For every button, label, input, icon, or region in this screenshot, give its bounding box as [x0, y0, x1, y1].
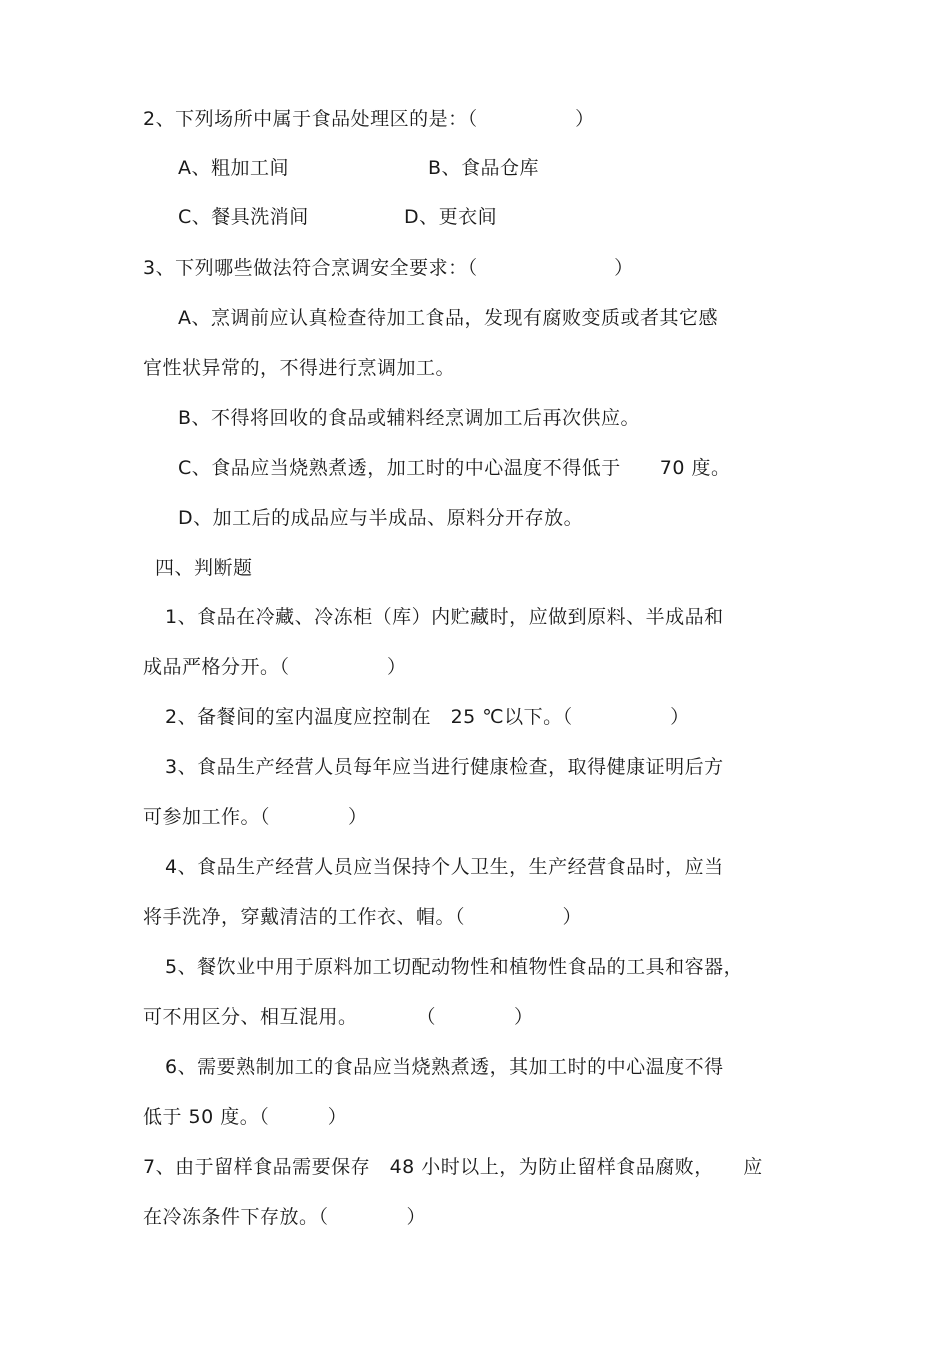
judge-q2: 2、备餐间的室内温度应控制在 25 ℃以下。（ ）	[165, 706, 690, 728]
q3-option-a-line1: A、烹调前应认真检查待加工食品，发现有腐败变质或者其它感	[178, 307, 718, 329]
judge-q7-line1: 7、由于留样食品需要保存 48 小时以上，为防止留样食品腐败， 应	[143, 1156, 763, 1178]
q2-option-a: A、粗加工间	[178, 157, 289, 179]
q2-stem: 2、下列场所中属于食品处理区的是：（ ）	[143, 108, 595, 130]
judge-q6-line2: 低于 50 度。（ ）	[143, 1106, 348, 1128]
q2-option-b: B、食品仓库	[428, 157, 540, 179]
judge-q6-line1: 6、需要熟制加工的食品应当烧熟煮透，其加工时的中心温度不得	[165, 1056, 724, 1078]
judge-q1-line1: 1、食品在冷藏、冷冻柜（库）内贮藏时，应做到原料、半成品和	[165, 606, 724, 628]
judge-q3-line2: 可参加工作。（ ）	[143, 806, 368, 828]
q3-stem: 3、下列哪些做法符合烹调安全要求：（ ）	[143, 257, 634, 279]
judge-q1-line2: 成品严格分开。（ ）	[143, 656, 407, 678]
judge-q7-line2: 在冷冻条件下存放。（ ）	[143, 1206, 427, 1228]
q3-option-d: D、加工后的成品应与半成品、原料分开存放。	[178, 507, 584, 529]
judge-q5-line2: 可不用区分、相互混用。 （ ）	[143, 1006, 534, 1028]
section-title-judgement: 四、判断题	[155, 557, 253, 579]
judge-q4-line1: 4、食品生产经营人员应当保持个人卫生，生产经营食品时，应当	[165, 856, 724, 878]
judge-q5-line1: 5、餐饮业中用于原料加工切配动物性和植物性食品的工具和容器，	[165, 956, 744, 978]
q3-option-a-line2: 官性状异常的，不得进行烹调加工。	[143, 357, 456, 379]
q3-option-c: C、食品应当烧熟煮透，加工时的中心温度不得低于 70 度。	[178, 457, 731, 479]
judge-q4-line2: 将手洗净，穿戴清洁的工作衣、帽。（ ）	[143, 906, 583, 928]
q2-option-c: C、餐具洗消间	[178, 206, 309, 228]
q2-option-d: D、更衣间	[404, 206, 498, 228]
q3-option-b: B、不得将回收的食品或辅料经烹调加工后再次供应。	[178, 407, 641, 429]
judge-q3-line1: 3、食品生产经营人员每年应当进行健康检查，取得健康证明后方	[165, 756, 724, 778]
